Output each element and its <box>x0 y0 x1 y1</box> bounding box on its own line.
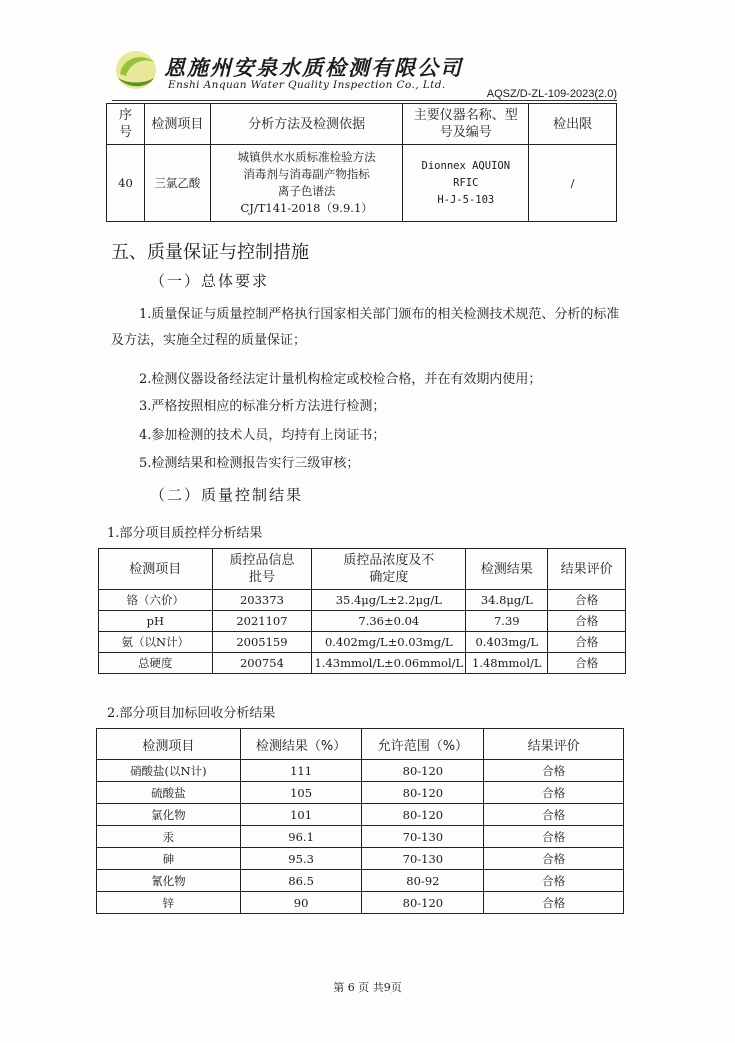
cell-concentration: 7.36±0.04 <box>312 611 466 632</box>
company-name-cn: 恩施州安泉水质检测有限公司 <box>164 55 463 80</box>
cell-concentration: 1.43mmol/L±0.06mmol/L <box>312 653 466 674</box>
header-no: 序号 <box>107 104 145 145</box>
company-name-en: Enshi Anquan Water Quality Inspection Co., Ltd. <box>168 79 446 91</box>
header-concentration: 质控品浓度及不确定度 <box>312 549 466 590</box>
cell-batch: 203373 <box>212 590 312 611</box>
method-line: 城镇供水水质标准检验方法 <box>237 150 376 164</box>
cell-item: 汞 <box>97 826 241 848</box>
cell-eval: 合格 <box>484 848 624 870</box>
table-row <box>97 826 624 848</box>
header-item: 检测项目 <box>144 104 210 145</box>
cell-item: 氯化物 <box>97 804 241 826</box>
document-code: AQSZ/D-ZL-109-2023(2.0) <box>486 88 617 100</box>
header-limit: 检出限 <box>529 104 617 145</box>
cell-batch: 2005159 <box>212 632 312 653</box>
cell-result: 90 <box>240 892 362 914</box>
header-item: 检测项目 <box>99 549 213 590</box>
paragraph-2: 2.检测仪器设备经法定计量机构检定或校检合格，并在有效期内使用； <box>139 372 542 387</box>
cell-eval: 合格 <box>484 826 624 848</box>
page-number: 第 6 页 共9页 <box>333 981 402 994</box>
cell-result: 0.403mg/L <box>466 632 548 653</box>
header-eval: 结果评价 <box>484 729 624 760</box>
header-batch: 质控品信息批号 <box>212 549 312 590</box>
cell-method <box>210 145 403 222</box>
section-title: 五、质量保证与控制措施 <box>111 242 309 263</box>
cell-range: 80-120 <box>362 782 484 804</box>
header-result: 检测结果 <box>466 549 548 590</box>
qc-table-header <box>99 549 626 590</box>
cell-item: pH <box>99 611 213 632</box>
header-eval: 结果评价 <box>548 549 626 590</box>
table-row <box>97 760 624 782</box>
instrument-line: Dionnex AQUION <box>421 159 511 172</box>
table-row <box>97 892 624 914</box>
method-table <box>106 103 617 222</box>
cell-result: 7.39 <box>466 611 548 632</box>
cell-eval: 合格 <box>484 804 624 826</box>
cell-result: 34.8μg/L <box>466 590 548 611</box>
table-row <box>99 653 626 674</box>
method-line: 消毒剂与消毒副产物指标 <box>243 167 370 181</box>
cell-eval: 合格 <box>484 870 624 892</box>
header-range: 允许范围（%） <box>362 729 484 760</box>
letterhead <box>112 48 617 102</box>
cell-batch: 200754 <box>212 653 312 674</box>
method-line: CJ/T141-2018（9.9.1） <box>240 201 373 215</box>
cell-eval: 合格 <box>548 590 626 611</box>
cell-item: 总硬度 <box>99 653 213 674</box>
cell-eval: 合格 <box>484 760 624 782</box>
paragraph-1: 1.质量保证与质量控制严格执行国家相关部门颁布的相关检测技术规范、分析的标准及方法，实施全过程的质量保证； <box>111 307 620 348</box>
cell-concentration: 35.4μg/L±2.2μg/L <box>312 590 466 611</box>
cell-range: 80-120 <box>362 760 484 782</box>
table-row <box>107 145 617 222</box>
cell-instrument <box>403 145 529 222</box>
header-item: 检测项目 <box>97 729 241 760</box>
cell-result: 1.48mmol/L <box>466 653 548 674</box>
subsection-qc: （二）质量控制结果 <box>150 486 304 504</box>
cell-eval: 合格 <box>548 653 626 674</box>
cell-range: 80-120 <box>362 892 484 914</box>
cell-item: 三氯乙酸 <box>144 145 210 222</box>
cell-range: 80-120 <box>362 804 484 826</box>
qc-table-caption: 1.部分项目质控样分析结果 <box>107 526 263 541</box>
instrument-line: RFIC <box>453 176 479 189</box>
company-logo-icon <box>112 48 158 92</box>
cell-limit: / <box>529 145 617 222</box>
recovery-table-header <box>97 729 624 760</box>
cell-item: 铬（六价） <box>99 590 213 611</box>
cell-concentration: 0.402mg/L±0.03mg/L <box>312 632 466 653</box>
cell-batch: 2021107 <box>212 611 312 632</box>
cell-item: 硝酸盐(以N计) <box>97 760 241 782</box>
cell-result: 96.1 <box>240 826 362 848</box>
header-instrument: 主要仪器名称、型号及编号 <box>403 104 529 145</box>
table-row <box>97 870 624 892</box>
header-result: 检测结果（%） <box>240 729 362 760</box>
method-table-header <box>107 104 617 145</box>
cell-eval: 合格 <box>548 632 626 653</box>
table-row <box>97 848 624 870</box>
cell-result: 101 <box>240 804 362 826</box>
cell-item: 锌 <box>97 892 241 914</box>
instrument-line: H-J-5-103 <box>437 193 495 206</box>
table-row <box>97 782 624 804</box>
qc-table <box>98 548 626 674</box>
cell-item: 硫酸盐 <box>97 782 241 804</box>
cell-eval: 合格 <box>484 892 624 914</box>
cell-item: 氨（以N计） <box>99 632 213 653</box>
recovery-table-caption: 2.部分项目加标回收分析结果 <box>107 706 276 721</box>
header-rule <box>112 100 617 101</box>
header-method: 分析方法及检测依据 <box>210 104 403 145</box>
cell-result: 86.5 <box>240 870 362 892</box>
cell-eval: 合格 <box>548 611 626 632</box>
paragraph-5: 5.检测结果和检测报告实行三级审核； <box>139 456 360 471</box>
cell-result: 105 <box>240 782 362 804</box>
method-line: 离子色谱法 <box>277 184 336 198</box>
table-row <box>99 632 626 653</box>
cell-item: 氰化物 <box>97 870 241 892</box>
table-row <box>97 804 624 826</box>
cell-range: 70-130 <box>362 826 484 848</box>
cell-range: 80-92 <box>362 870 484 892</box>
table-row <box>99 590 626 611</box>
table-row <box>99 611 626 632</box>
cell-item: 砷 <box>97 848 241 870</box>
cell-result: 111 <box>240 760 362 782</box>
cell-no: 40 <box>107 145 145 222</box>
subsection-general: （一）总体要求 <box>150 272 270 290</box>
cell-range: 70-130 <box>362 848 484 870</box>
recovery-table <box>96 728 624 914</box>
paragraph-3: 3.严格按照相应的标准分析方法进行检测； <box>139 399 386 414</box>
cell-eval: 合格 <box>484 782 624 804</box>
cell-result: 95.3 <box>240 848 362 870</box>
paragraph-4: 4.参加检测的技术人员，均持有上岗证书； <box>139 428 386 443</box>
